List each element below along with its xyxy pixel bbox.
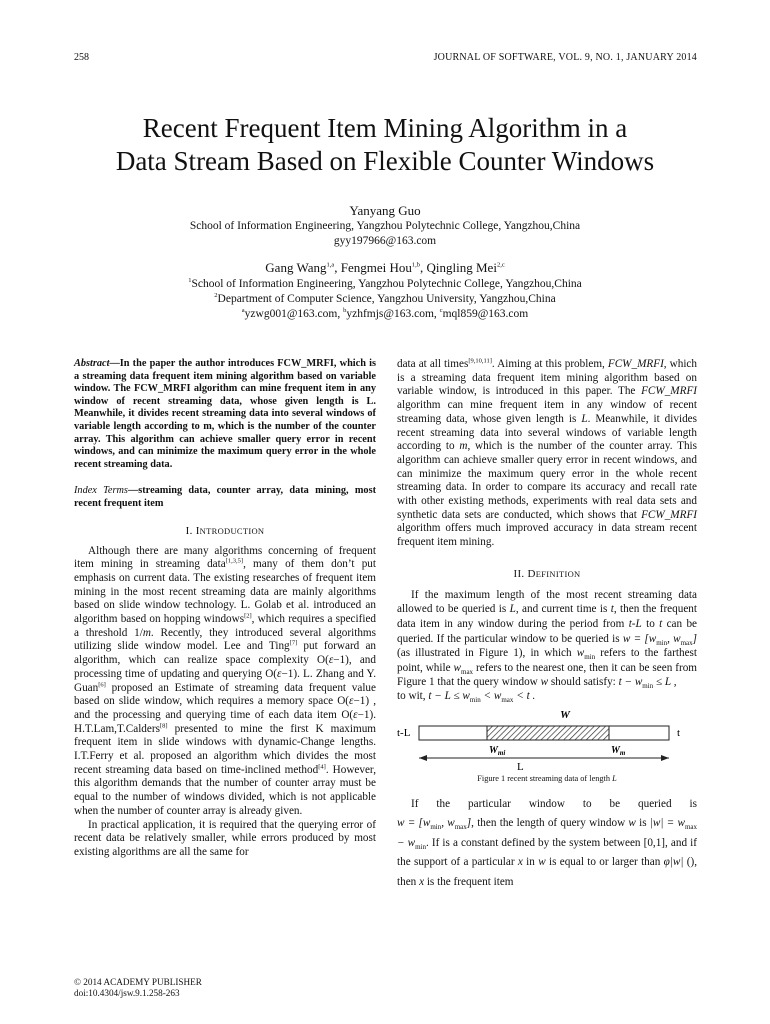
author-block-1 [40,203,730,249]
text: algorithm can mine frequent item in any window of recent streaming data, whose given length is [397,399,697,425]
text: If the maximum length of the most recent streaming data allowed to be queried is [397,588,697,616]
text: If the particular window to be queried is [411,797,697,810]
subscript: max [454,823,467,832]
index-terms-label: Index Terms [74,485,128,497]
text: refers to the farthest point, while [397,647,697,674]
intro-paragraph-2: In practical application, it is required that the querying error of recent data be relatively smaller, while errors produced by most existing algorithms are all the same for [74,818,376,858]
text: algorithm offers much improved accuracy in data stream recent frequent item mining. [397,522,697,549]
math-var: x [419,875,425,888]
post-figure-paragraph [397,795,697,893]
citation: [6] [98,680,106,688]
math-var: t-L [628,618,642,631]
text: . However, this algorithm demands that the number of counter array must be equal to the number of windows divided, which is not applicable when the number of counter array is already given. [74,763,377,817]
abstract-label: Abstract [74,358,110,369]
citation: [9,10,11] [468,357,492,365]
math: t − w [618,676,643,689]
page-number: 258 [74,52,89,63]
text: can be queried. If the particular window to be queried is [397,618,698,645]
text: −1). L. Zhang and Y. Guan [74,667,376,694]
section-numeral: II. D [513,567,536,580]
affiliation-1 [40,277,730,292]
email: yzhfmjs@163.com, [346,308,440,320]
fig-arrow-right-head [661,755,669,761]
text: , then the length of query window [471,817,629,830]
author-sup: 2,c [496,261,505,269]
title-line-2: Data Stream Based on Flexible Counter Windows [115,146,655,176]
citation: [8] [159,721,168,729]
math-var: ε [349,695,354,708]
footer [74,977,202,999]
definition-paragraph [397,588,697,690]
text: is [635,817,650,830]
text: , and current time is [515,603,611,616]
author-wang: Gang Wang [265,260,327,275]
math-var: L [509,603,516,616]
text: data at all times [397,358,469,370]
fig-label-wmin [489,745,505,757]
intro-paragraph-3 [397,358,697,550]
math-var: m [459,440,468,453]
index-terms-text: —streaming data, counter array, data mining, most recent frequent item [74,485,377,509]
math-var: L [581,412,588,425]
section-heading-definition [397,568,697,580]
author-mei: , Qingling Mei [420,260,497,275]
author-sup: 1,a [326,261,335,269]
fig-label-wmax-sub: m [619,748,626,757]
fig-label-l: L [517,760,524,773]
text: refers to the nearest one, then it can be seen from Figure 1 that the query window [397,661,697,689]
math: |w| = w [649,817,685,830]
math-var: m [142,626,151,639]
math: < w [480,690,502,702]
text: −1), and processing time of updating and querying O( [74,654,376,680]
text: , which is a streaming data frequent item mining algorithm based on variable window, is introduced in this paper. The [397,358,697,398]
text: , many of them don’t put emphasis on current data. The existing researches of frequent item mining in the most recent streaming data are mainly algorithms based on slide window technology. L. Golab et al. introduced an algorithm based on hopping windows [74,558,376,626]
text: should satisfy: [548,676,619,689]
section-numeral: I. I [185,524,200,537]
footer-copyright: © 2014 ACADEMY PUBLISHER [74,977,202,987]
aff-sup: 1 [188,277,192,285]
fig-label-wmin-main: W [489,744,498,756]
text: put forward an algorithm, which can realize space complexity O( [74,640,376,667]
intro-paragraph-1 [74,545,376,819]
text: −1). H.T.Lam,T.Calders [74,708,376,735]
author-name: Yanyang Guo [349,203,421,218]
fig-query-window [487,726,609,740]
author-block-2 [40,260,730,322]
text: , then the frequent data item in any window during the period from [397,603,698,631]
text: to [641,618,660,631]
fig-label-wmax [611,745,626,757]
author-email: gyy197966@163.com [333,235,437,247]
equation-window-2 [397,817,472,832]
math: ] [692,632,698,645]
section-title: NTRODUCTION [199,525,265,536]
citation: [1,3,5] [225,557,244,565]
caption-text: Figure 1 recent streaming data of length [477,773,613,783]
subscript: min [430,823,442,832]
algorithm-name: FCW_MRFI [607,358,664,370]
caption-var: L [612,773,617,783]
math: ≤ L , [653,676,677,689]
email-sup: b [343,307,347,315]
citation: [2] [244,612,252,620]
math: , w [667,632,681,645]
citation: [4] [318,763,326,771]
math-var: t [610,603,614,616]
math: ] [466,817,472,830]
subscript: min [469,696,481,705]
aff-text: Department of Computer Science, Yangzhou University, Yangzhou,China [217,293,556,305]
citation: [7] [289,639,298,647]
text: (as illustrated in Figure 1), in which [397,647,577,660]
fig-label-wmax-main: W [611,744,620,756]
fig-arrow-left-head [419,755,427,761]
math-var: x [517,856,523,869]
text: is equal to or larger than [545,856,664,869]
math: w = [w [397,817,431,830]
text: proposed an Estimate of streaming data frequent value based on slide window, which requires a memory space O( [74,681,376,708]
text: , which is the number of the counter array. This algorithm can achieve smaller query error in recent windows, and can minimize the maximum query error in the whole recent streaming data. In order to compare its accuracy and recall rate with other existing methods, experiments with real data sets and synthetic data sets are conducted, which shows that [397,440,697,521]
math: , w [441,817,455,830]
text: , which requires a specified a threshold 1/ [74,613,376,639]
right-column [397,358,697,892]
email-sup: c [439,307,443,315]
text: in [522,856,539,869]
email: mql859@163.com [442,308,529,320]
math: w = [w [622,632,657,645]
math-var: ε [277,667,282,680]
fig-label-t-minus-l: t-L [397,726,411,739]
math-phi: φ|w| [663,856,684,869]
abstract [74,358,376,471]
fig-label-w: W [560,708,570,721]
aff-sup: 2 [214,292,218,300]
math-var: ε [328,654,334,667]
math: < t . [513,690,536,702]
text: . Recently, they introduced several algorithms utilizing slide window model. Lee and Ting [74,626,376,653]
subscript: min [415,842,426,851]
email-sup: a [241,307,245,315]
math-var: w [540,676,549,689]
author-names [40,260,730,276]
index-terms [74,485,376,510]
abstract-text: —In the paper the author introduces FCW_MRFI, which is a streaming data frequent item mining algorithm based on variable window. The FCW_MRFI algorithm can mine frequent item in any window of recent streaming data, whose given length is L. Meanwhile, it divides recent streaming data into several windows of variable length according to m, which is the number of the counter array. This algorithm can achieve smaller query error in recent windows, and can minimize the maximum query error in the whole recent streaming data. [74,358,376,470]
author-hou: , Fengmei Hou [334,260,412,275]
author-affiliation: School of Information Engineering, Yangzhou Polytechnic College, Yangzhou,China [189,220,581,232]
equation-window [623,633,697,645]
algorithm-name: FCW_MRFI [641,508,697,521]
email: yzwg001@163.com, [244,308,344,320]
math-var: ε [353,708,358,721]
figure-1 [397,708,697,774]
text: Although there are many algorithms concerning of frequent item mining in streaming data [74,544,376,571]
inequality-1 [618,676,677,691]
figure-1-caption [397,774,697,783]
math-var: w [628,817,636,830]
subscript: min [642,682,654,691]
text: presented to mine the first K maximum frequent item in slide windows with dynamic-Change lengths. I.T.Ferry et al. proposed an algorithm which divides the most recent streaming data based on time-inclined method [74,722,376,776]
text: . If is a constant defined by the system between [0,1], and if the support of a particular [397,836,697,869]
math-var: w [453,661,461,674]
aff-text: School of Information Engineering, Yangzhou Polytechnic College, Yangzhou,China [191,278,582,290]
text: −1) , and the processing and querying time of each data item O( [74,695,376,721]
algorithm-name: FCW_MRFI [641,385,697,398]
subscript: min [656,638,668,647]
subscript: max [461,668,474,677]
fig-label-wmin-sub: mi [497,748,506,757]
math: − w [397,836,416,849]
title-line-1: Recent Frequent Item Mining Algorithm in a [142,113,628,143]
text: is the frequent item [424,875,514,888]
fig-label-t: t [677,726,681,739]
footer-doi: doi:10.4304/jsw.9.1.258-263 [74,988,180,998]
math-var: t [659,618,663,631]
subscript: max [501,696,514,705]
section-heading-introduction [74,525,376,537]
definition-inequality-line [397,690,697,704]
subscript: max [680,638,693,647]
section-title: EFINITION [535,568,581,579]
journal-header: JOURNAL OF SOFTWARE, VOL. 9, NO. 1, JANUARY 2014 [433,52,697,63]
math-var: w [538,856,546,869]
author-sup: 1,b [411,261,421,269]
inequality-2 [428,690,536,705]
math-var: w [576,647,585,660]
author-emails [40,307,730,322]
text: (), then [397,856,698,888]
left-column [74,358,376,860]
math: t − L ≤ w [428,690,470,702]
subscript: max [684,823,698,832]
text: . Aiming at this problem, [491,358,608,370]
subscript: min [584,653,596,662]
paper-title [40,112,730,178]
figure-1-diagram [397,708,697,774]
text: to wit, [397,690,429,702]
affiliation-2 [40,292,730,307]
text: . Meanwhile, it divides recent streaming data into several windows of variable length according to [397,412,697,453]
